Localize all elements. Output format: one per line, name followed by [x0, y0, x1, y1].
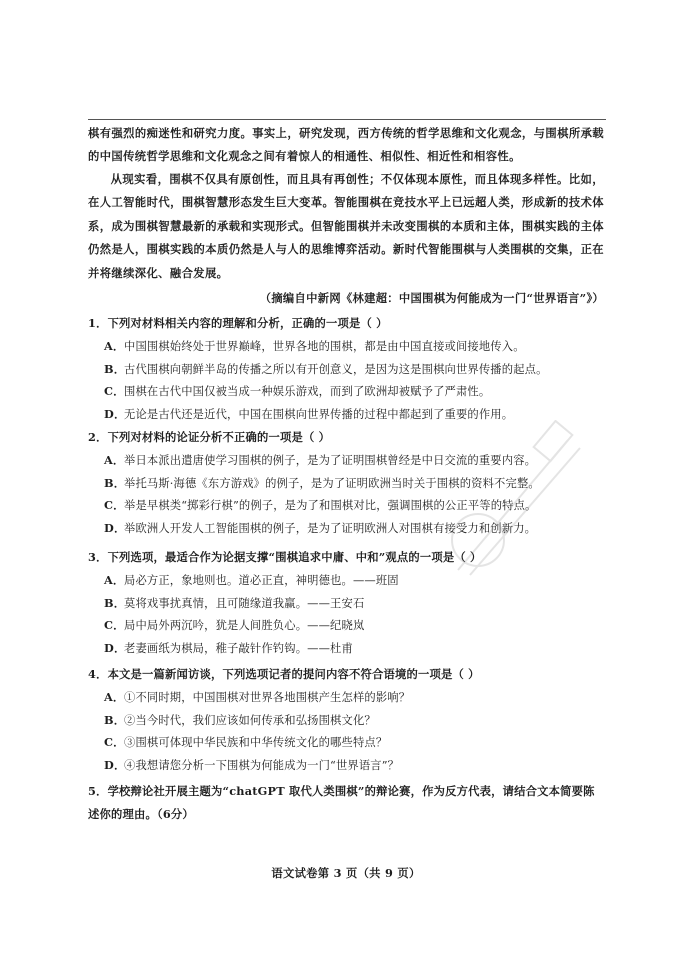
question-4 — [88, 663, 608, 777]
passage-source: （摘编自中新网《林建超：中国围棋为何能成为一门“世界语言”》） — [259, 291, 604, 305]
page-footer: 语文试卷第 3 页（共 9 页） — [271, 866, 421, 880]
option-a: A．①不同时期，中国围棋对世界各地围棋产生怎样的影响？ — [104, 689, 411, 704]
option-b: B．举托马斯·海德《东方游戏》的例子，是为了证明欧洲当时关于围棋的资料不完整。 — [104, 475, 540, 490]
option-a: A．局必方正，象地则也。道必正直，神明德也。——班固 — [104, 572, 399, 587]
option-d: D．老妻画纸为棋局，稚子敲针作钓钩。——杜甫 — [104, 641, 353, 656]
option-c: C．围棋在古代中国仅被当成一种娱乐游戏，而到了欧洲却被赋予了严肃性。 — [104, 384, 491, 399]
question-stem: 3．下列选项，最适合作为论据支撑“围棋追求中庸、中和”观点的一项是（ ） — [88, 550, 482, 564]
question-5 — [88, 780, 606, 826]
question-3 — [88, 546, 608, 660]
option-d: D．无论是古代还是近代，中国在围棋向世界传播的过程中都起到了重要的作用。 — [104, 407, 514, 422]
question-stem: 4．本文是一篇新闻访谈，下列选项记者的提问内容不符合语境的一项是（ ） — [88, 667, 480, 681]
option-c: C．举是早棋类“掷彩行棋”的例子，是为了和围棋对比，强调围棋的公正平等的特点。 — [104, 498, 537, 513]
option-c: C．③围棋可体现中华民族和中华传统文化的哪些特点？ — [104, 735, 388, 750]
question-stem: 1．下列对材料相关内容的理解和分析，正确的一项是（ ） — [88, 316, 388, 330]
option-b: B．古代围棋向朝鲜半岛的传播之所以有开创意义，是因为这是围棋向世界传播的起点。 — [104, 361, 548, 376]
question-stem: 2．下列对材料的论证分析不正确的一项是（ ） — [88, 430, 331, 444]
passage-paragraph-1: 棋有强烈的痴迷性和研究力度。事实上，研究发现，西方传统的哲学思维和文化观念，与围棋所承载的中国传统哲学思维和文化观念之间有着惊人的相通性、相似性、相近性和相容性。 — [88, 126, 604, 164]
header-rule — [88, 119, 606, 120]
option-a: A．中国围棋始终处于世界巅峰，世界各地的围棋，都是由中国直接或间接地传入。 — [104, 338, 525, 353]
option-d: D．④我想请您分析一下围棋为何能成为一门“世界语言”？ — [104, 758, 400, 773]
question-1 — [88, 312, 608, 426]
question-stem: 5．学校辩论社开展主题为“chatGPT 取代人类围棋”的辩论赛，作为反方代表，请结合文本简要陈述你的理由。（6分） — [88, 784, 595, 821]
option-a: A．举日本派出遣唐使学习围棋的例子，是为了证明围棋曾经是中日交流的重要内容。 — [104, 452, 537, 467]
question-2 — [88, 426, 608, 540]
option-b: B．②当今时代，我们应该如何传承和弘扬围棋文化？ — [104, 712, 376, 727]
passage-paragraph-2: 从现实看，围棋不仅具有原创性，而且具有再创性；不仅体现本原性，而且体现多样性。比如，在人工智能时代，围棋智慧形态发生巨大变革。智能围棋在竞技水平上已远超人类，形成新的技术体系，成为围棋智慧最新的承载和实现形式。但智能围棋并未改变围棋的本质和主体，围棋实践的主体仍然是人，围棋实践的本质仍然是人与人的思维博弈活动。新时代智能围棋与人类围棋的交集，正在并将继续深化、融合发展。 — [88, 172, 604, 280]
option-d: D．举欧洲人开发人工智能围棋的例子，是为了证明欧洲人对围棋有接受力和创新力。 — [104, 521, 537, 536]
option-b: B．莫将戏事扰真情，且可随缘道我赢。——王安石 — [104, 595, 365, 610]
option-c: C．局中局外两沉吟，犹是人间胜负心。——纪晓岚 — [104, 618, 365, 633]
